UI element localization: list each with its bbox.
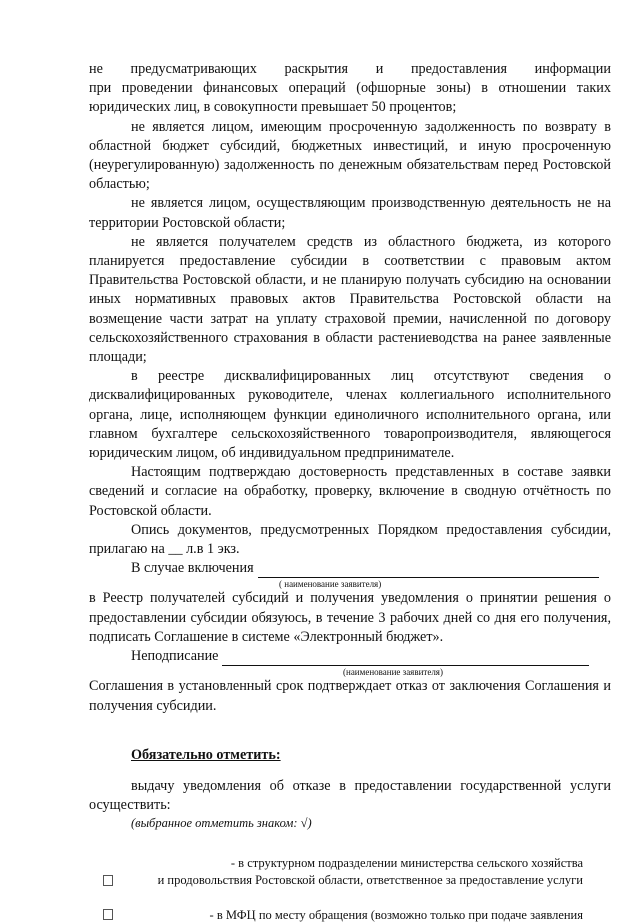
- word: не: [89, 61, 103, 77]
- word: информации: [534, 61, 611, 77]
- paragraph-7: Опись документов, предусмотренных Порядком предоставления субсидии, прилагаю на __ л.в 1 экз.: [89, 521, 611, 558]
- paragraph-2: не является лицом, имеющим просроченную задолженность по возврату в областной бюджет субсидий, бюджетных инвестиций, и иную просроченную (неурегулированную) задолженность по денежным обязательствам перед Ростовской областью;: [89, 118, 611, 193]
- paragraph-5: в реестре дисквалифицированных лиц отсутствуют сведения о дисквалифицированных руководителе, членах коллегиального исполнительного органа, лице, исполняющем функции единоличного исполнительного органа, или главном бухгалтере сельскохозяйственного товаропроизводителя, являющегося юридическим лицом, об индивидуальном предпринимателе.: [89, 368, 611, 462]
- word: предусматривающих: [130, 61, 257, 77]
- paragraph-4: не является получателем средств из областного бюджета, из которого планируется предоставление субсидии в соответствии с правовым актом Правительства Ростовской области, и не планирую получать субсидию на основании иных нормативных правовых актов Правительства Ростовской области на возмещение части затрат на уплату страховой премии, начисленной по договору сельскохозяйственного страхования в области растениеводства на ранее заявленные площади;: [89, 233, 611, 366]
- applicant-name-blank-2[interactable]: [222, 650, 589, 666]
- applicant-name-blank-1[interactable]: [258, 562, 599, 578]
- applicant-caption-1: ( наименование заявителя): [279, 579, 382, 590]
- applicant-blank-row-1: [131, 559, 611, 578]
- paragraph-6: Настоящим подтверждаю достоверность представленных в составе заявки сведений и согласие на обработку, проверку, включение в сводную отчётность по Ростовской области.: [89, 464, 611, 519]
- paragraph-8-start: В случае включения: [131, 560, 254, 577]
- option-mfc: [89, 907, 611, 924]
- document-page: [89, 60, 611, 924]
- word: и: [375, 61, 384, 77]
- paragraph-3: не является лицом, осуществляющим производственную деятельность не на территории Ростовской области;: [89, 195, 611, 231]
- option-mfc-checkbox[interactable]: [103, 909, 113, 920]
- option-mfc-line-1: - в МФЦ по месту обращения (возможно только при подаче заявления: [209, 908, 583, 923]
- option-ministry: [89, 855, 611, 889]
- paragraph-8-rest: в Реестр получателей субсидий и получения уведомления о принятии решения о предоставлении субсидии обязуюсь, в течение 3 рабочих дней со дня его получения, подписать Соглашение в системе «Электронный бюджет».: [89, 590, 611, 645]
- paragraph-9-rest: Соглашения в установленный срок подтверждает отказ от заключения Соглашения и получения субсидии.: [89, 678, 611, 714]
- paragraph-1-first-line: [89, 60, 611, 79]
- paragraph-1-rest: при проведении финансовых операций (офшорные зоны) в отношении таких юридических лиц, в совокупности превышает 50 процентов;: [89, 80, 611, 116]
- option-ministry-line-1: - в структурном подразделении министерства сельского хозяйства: [230, 856, 583, 871]
- word: предоставления: [410, 61, 507, 77]
- section-text: выдачу уведомления об отказе в предоставлении государственной услуги осуществить:: [89, 777, 611, 814]
- section-heading: Обязательно отметить:: [131, 746, 281, 763]
- word: раскрытия: [284, 61, 349, 77]
- applicant-caption-2: (наименование заявителя): [343, 667, 443, 678]
- paragraph-9-start: Неподписание: [131, 648, 219, 665]
- option-ministry-checkbox[interactable]: [103, 875, 113, 886]
- applicant-blank-row-2: [131, 647, 611, 666]
- selection-note: (выбранное отметить знаком: √): [131, 816, 312, 831]
- option-ministry-line-2: и продовольствия Ростовской области, ответственное за предоставление услуги: [157, 873, 583, 888]
